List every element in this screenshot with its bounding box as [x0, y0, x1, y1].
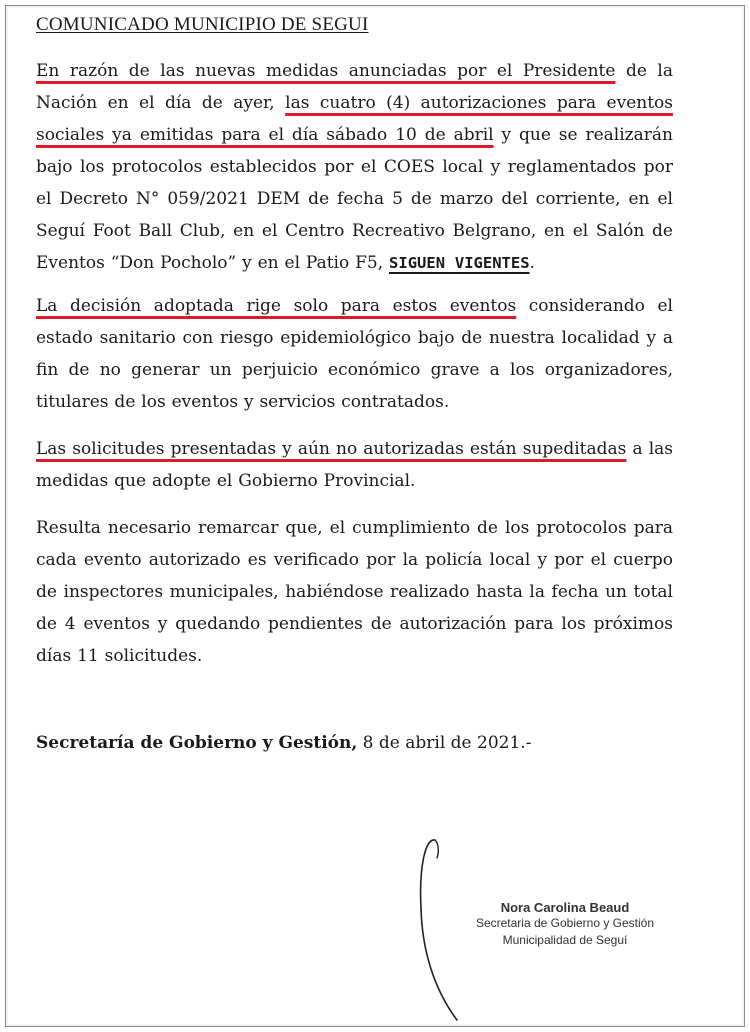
document-title: COMUNICADO MUNICIPIO DE SEGUI: [36, 14, 369, 35]
signature-block: [470, 900, 660, 949]
paragraph-text: de la Nación en el día de ayer,: [36, 61, 673, 113]
highlight-measures: En razón de las nuevas medidas anunciadas por el Presidente: [36, 61, 616, 81]
highlight-authorizations: las cuatro (4) autorizaciones para eventos sociales ya emitidas para el día sábado 10 de abril: [36, 93, 673, 145]
paragraph-text: a las medidas que adopte el Gobierno Provincial.: [36, 439, 673, 491]
paragraph-decision: [36, 290, 673, 418]
highlight-requests: Las solicitudes presentadas y aún no autorizadas están supeditadas: [36, 439, 627, 459]
paragraph-text: y que se realizarán bajo los protocolos establecidos por el COES local y reglamentados por el Decreto N° 059/2021 DEM de fecha 5 de marzo del corriente, en el Seguí Foot Ball Club, en el Centro Recreativo Belgrano, en el Salón de Eventos “Don Pocholo” y en el Patio F5,: [36, 125, 673, 273]
paragraph-text: .: [529, 253, 535, 273]
signatory-role: Secretaria de Gobierno y Gestión: [475, 916, 655, 930]
paragraph-text: considerando el estado sanitario con riesgo epidemiológico bajo de nuestra localidad y a fin de no generar un perjuicio económico grave a los organizadores, titulares de los eventos y servicios contratados.: [36, 296, 673, 412]
paragraph-requests: [36, 433, 673, 497]
paragraph-announcement: [36, 55, 673, 279]
closing-date: 8 de abril de 2021.-: [357, 733, 532, 753]
closing-line: [36, 733, 531, 753]
closing-office: Secretaría de Gobierno y Gestión,: [36, 733, 358, 753]
signatory-name: Nora Carolina Beaud: [500, 900, 630, 915]
paragraph-compliance: Resulta necesario remarcar que, el cumplimiento de los protocolos para cada evento autorizado es verificado por la policía local y por el cuerpo de inspectores municipales, habiéndose realizado hasta la fecha un total de 4 eventos y quedando pendientes de autorización para los próximos días 11 solicitudes.: [36, 518, 673, 666]
siguen-vigentes-emphasis: SIGUEN VIGENTES: [389, 254, 530, 272]
highlight-decision: La decisión adoptada rige solo para estos eventos: [36, 296, 517, 316]
signatory-organization: Municipalidad de Seguí: [502, 933, 628, 947]
